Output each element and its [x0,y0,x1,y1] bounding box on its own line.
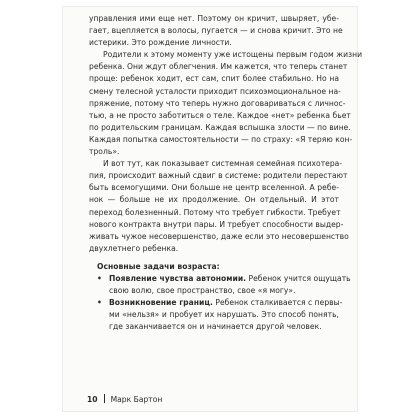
text-line: быть всемогущими. Они больше не центр вселенной. А ребе- [89,183,339,193]
list-item [89,297,343,333]
text-line [109,297,343,309]
list-item [89,273,351,297]
text-line: ребенка. Они ждут облегчения. Им кажется, что теперь станет [89,62,348,72]
text-line: истерики. Это рождение личности. [89,38,232,48]
text-line: проще: ребенок ходит, ест сам, спит более стабильно. Но на [89,74,339,84]
bullet-icon: • [97,273,102,283]
text-line: смену телесной усталости приходит психоэмоциональное на- [89,86,341,96]
text-line: Родители к этому моменту уже истощены первым годом жизни [103,50,363,60]
text-line: пия, происходит важный сдвиг в системе: родители перестают [89,171,348,181]
list-item-text: Ребенок учится ощущать [246,273,351,283]
paragraph [89,13,343,49]
text-line: ми «нельзя» и пробует их нарушать. Это способ понять, [109,310,339,320]
text-line: живать чужое несовершенство, даже если это несовершенство [89,231,349,241]
text-line: Каждая попытка самостоятельности — по страху: «Я теряю кон- [89,134,353,144]
bullet-icon: • [97,298,102,308]
text-line: нок — больше не их продолжение. Он отдельный. И этот [89,195,339,205]
text-line [109,273,351,285]
list-item-text: Ребенок сталкивается с первы- [212,298,343,308]
text-line: по родительским границам. Каждая вспышка злости — по вине. [89,122,351,132]
text-line: пряжение, потому что теперь нужно договариваться с личнос- [89,98,346,108]
paragraph [89,49,363,158]
list-item-term: Появление чувства автономии. [109,273,247,283]
text-line: переход болезненный. Потому что требует гибкости. Требует [89,207,341,217]
text-line: управления ими еще нет. Поэтому он кричит, швыряет, убе- [89,14,339,23]
text-line: гает, вцепляется в волосы, пугается — и снова кричит. Это не [89,26,343,36]
footer-divider [104,394,105,403]
paragraph [89,158,349,255]
text-line: И вот тут, как показывает системная семейная психотера- [103,159,343,169]
text-line: нового контракта внутри пары. И требует способности выдер- [89,219,344,229]
text-line: тью, а не просто заботиться о теле. Каждое «нет» ребенка бьет [89,110,351,120]
text-line: двухлетнего ребенка. [89,243,179,253]
text-line: свою волю, свое пространство, свое «я могу». [109,286,296,296]
list-item-term: Возникновение границ. [109,298,213,308]
section-heading: Основные задачи возраста: [97,261,220,271]
text-line: где заканчивается он и начинается другой человек. [109,322,322,332]
page-body [89,13,363,333]
text-line: троль». [89,147,120,157]
page-number: 10 [87,395,98,404]
page-footer [87,394,162,404]
book-page [62,6,363,412]
author-name: Марк Бартон [110,395,163,404]
